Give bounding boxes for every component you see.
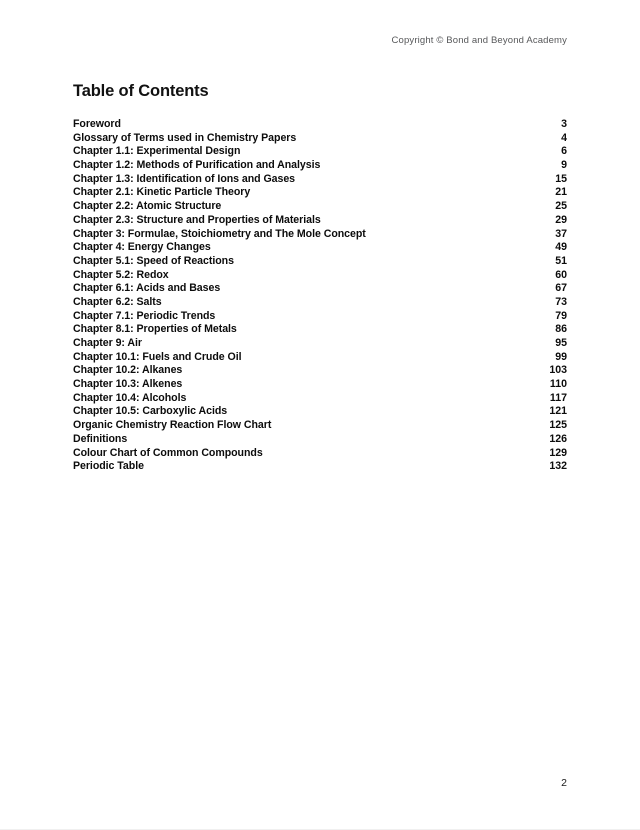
toc-entry-label: Glossary of Terms used in Chemistry Papers [73,131,297,144]
toc-entry-page-number: 129 [549,446,567,459]
toc-entry-label: Chapter 10.4: Alcohols [73,391,187,404]
toc-entry-page-number: 37 [555,227,567,240]
toc-entry-page-number: 49 [555,241,567,254]
toc-entry-label: Chapter 2.3: Structure and Properties of Materials [73,213,321,226]
toc-entry[interactable] [73,351,567,365]
toc-entry-label: Chapter 10.1: Fuels and Crude Oil [73,350,242,363]
toc-entry-label: Organic Chemistry Reaction Flow Chart [73,419,272,432]
toc-entry-label: Chapter 9: Air [73,337,142,349]
table-of-contents-list [73,118,567,474]
toc-entry[interactable] [73,433,567,447]
toc-entry-label: Chapter 10.5: Carboxylic Acids [73,405,228,418]
toc-entry-label: Chapter 6.1: Acids and Bases [73,282,221,295]
toc-entry-page-number: 99 [555,350,567,363]
toc-entry-label: Chapter 7.1: Periodic Trends [73,309,216,322]
toc-entry-label: Colour Chart of Common Compounds [73,446,263,459]
toc-entry[interactable] [73,118,567,132]
toc-entry[interactable] [73,159,567,173]
toc-entry-page-number: 79 [555,309,567,322]
toc-entry[interactable] [73,282,567,296]
toc-entry-page-number: 67 [555,282,567,295]
toc-entry-page-number: 6 [561,145,567,158]
toc-entry-page-number: 73 [555,295,567,308]
toc-entry-label: Chapter 6.2: Salts [73,295,162,308]
toc-entry[interactable] [73,173,567,187]
toc-entry-label: Definitions [73,432,128,445]
toc-entry[interactable] [73,364,567,378]
toc-entry-page-number: 29 [555,213,567,226]
toc-entry-page-number: 9 [561,159,567,172]
toc-entry[interactable] [73,241,567,255]
toc-entry-label: Chapter 1.1: Experimental Design [73,145,241,158]
toc-entry-page-number: 132 [549,460,567,473]
footer-page-number: 2 [561,777,567,789]
toc-entry-page-number: 95 [555,337,567,349]
toc-entry-label: Chapter 10.3: Alkenes [73,378,183,391]
toc-entry-page-number: 117 [549,391,567,404]
toc-entry[interactable] [73,228,567,242]
toc-entry-label: Chapter 10.2: Alkanes [73,364,183,377]
toc-entry[interactable] [73,378,567,392]
toc-entry[interactable] [73,405,567,419]
running-header-copyright: Copyright © Bond and Beyond Academy [391,35,567,46]
toc-entry-page-number: 60 [555,268,567,281]
toc-entry-label: Chapter 1.2: Methods of Purification and Analysis [73,159,321,172]
toc-entry-label: Chapter 5.2: Redox [73,268,169,281]
toc-entry[interactable] [73,186,567,200]
toc-entry[interactable] [73,200,567,214]
toc-entry[interactable] [73,214,567,228]
toc-entry[interactable] [73,132,567,146]
toc-entry-page-number: 126 [549,432,567,445]
toc-entry[interactable] [73,337,567,351]
toc-entry[interactable] [73,447,567,461]
toc-entry-label: Chapter 4: Energy Changes [73,241,211,254]
toc-entry[interactable] [73,419,567,433]
toc-entry-page-number: 15 [555,172,567,185]
toc-entry-page-number: 86 [555,323,567,336]
toc-entry-label: Chapter 2.2: Atomic Structure [73,200,222,213]
toc-entry[interactable] [73,310,567,324]
toc-entry[interactable] [73,255,567,269]
toc-entry-page-number: 110 [549,378,567,391]
toc-entry-page-number: 103 [549,364,567,377]
toc-entry-page-number: 21 [555,186,567,199]
toc-entry-label: Foreword [73,118,121,130]
page-title: Table of Contents [73,82,209,101]
toc-entry-label: Chapter 8.1: Properties of Metals [73,323,237,336]
toc-entry-page-number: 3 [561,118,567,130]
toc-entry-page-number: 121 [549,405,567,418]
toc-entry-page-number: 4 [561,131,567,144]
toc-entry-label: Periodic Table [73,460,144,473]
toc-entry[interactable] [73,269,567,283]
toc-entry-page-number: 125 [549,419,567,432]
toc-entry[interactable] [73,392,567,406]
toc-entry-page-number: 51 [555,254,567,267]
toc-entry[interactable] [73,296,567,310]
toc-entry[interactable] [73,145,567,159]
toc-entry[interactable] [73,460,567,474]
toc-entry-label: Chapter 5.1: Speed of Reactions [73,254,234,267]
toc-entry-label: Chapter 2.1: Kinetic Particle Theory [73,186,251,199]
toc-entry-label: Chapter 1.3: Identification of Ions and Gases [73,172,296,185]
toc-entry[interactable] [73,323,567,337]
toc-entry-page-number: 25 [555,200,567,213]
toc-entry-label: Chapter 3: Formulae, Stoichiometry and The Mole Concept [73,227,366,240]
